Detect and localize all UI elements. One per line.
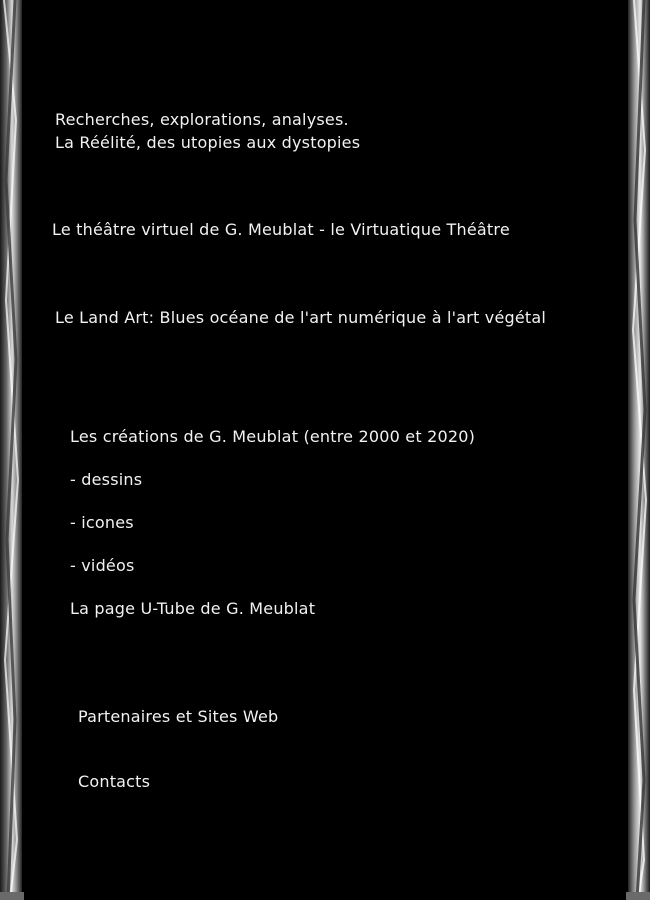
right-frame-pattern bbox=[628, 0, 650, 900]
intro-line-1-link[interactable]: Recherches, explorations, analyses. bbox=[55, 110, 349, 129]
intro-line-2-link[interactable]: La Réélité, des utopies aux dystopies bbox=[55, 133, 361, 152]
utube-page-link[interactable]: La page U-Tube de G. Meublat bbox=[70, 599, 316, 618]
right-decorative-frame bbox=[628, 0, 650, 900]
dessins-link[interactable]: - dessins bbox=[70, 470, 143, 489]
virtual-theatre-link[interactable]: Le théâtre virtuel de G. Meublat - le Virtuatique Théâtre bbox=[52, 220, 510, 239]
land-art-link[interactable]: Le Land Art: Blues océane de l'art numérique à l'art végétal bbox=[55, 308, 547, 327]
left-frame-pattern bbox=[0, 0, 22, 900]
left-decorative-frame bbox=[0, 0, 22, 900]
left-frame-cap bbox=[0, 892, 24, 900]
contacts-link[interactable]: Contacts bbox=[78, 772, 151, 791]
creations-link[interactable]: Les créations de G. Meublat (entre 2000 et 2020) bbox=[70, 427, 476, 446]
partners-link[interactable]: Partenaires et Sites Web bbox=[78, 707, 279, 726]
icones-link[interactable]: - icones bbox=[70, 513, 134, 532]
videos-link[interactable]: - vidéos bbox=[70, 556, 135, 575]
right-frame-cap bbox=[626, 892, 650, 900]
